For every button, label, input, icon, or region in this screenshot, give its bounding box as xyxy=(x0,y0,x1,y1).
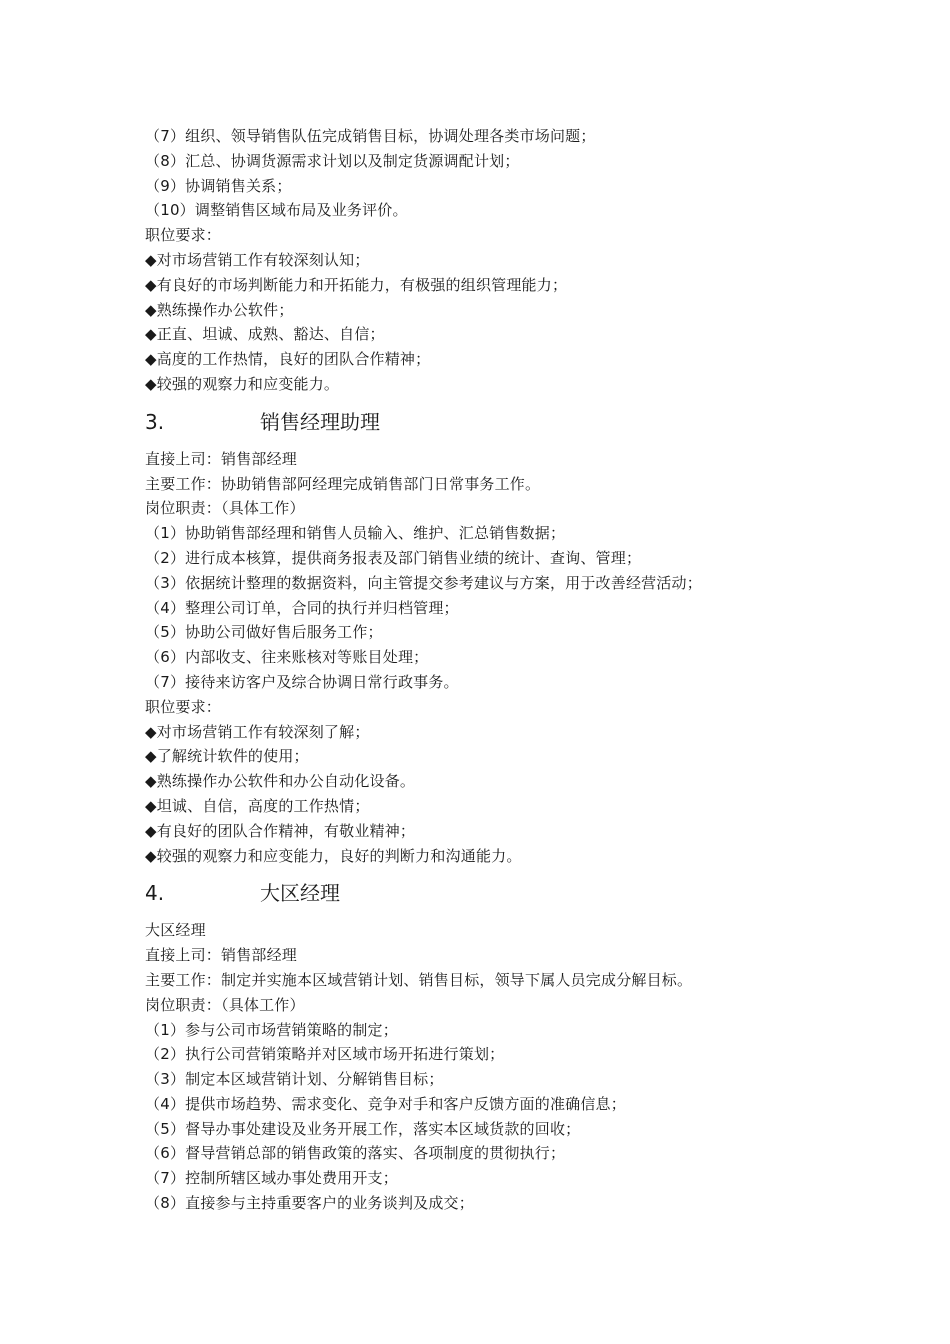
text-line: 职位要求： xyxy=(145,697,222,716)
text-line: 大区经理 xyxy=(145,921,206,940)
bullet-line: ◆有良好的市场判断能力和开拓能力，有极强的组织管理能力； xyxy=(145,275,568,294)
text-line: 职位要求： xyxy=(145,226,222,245)
bullet-line: ◆对市场营销工作有较深刻认知； xyxy=(145,250,370,269)
text-line: （5）协助公司做好售后服务工作； xyxy=(145,623,383,642)
section-3-heading xyxy=(145,397,935,447)
section-4-body xyxy=(145,918,935,1216)
bullet-line: ◆熟练操作办公软件； xyxy=(145,300,294,319)
text-line: （10）调整销售区域布局及业务评价。 xyxy=(145,201,408,220)
section-4-number: 4. xyxy=(145,881,165,906)
bullet-line: ◆正直、坦诚、成熟、豁达、自信； xyxy=(145,325,385,344)
text-line: （2）执行公司营销策略并对区域市场开拓进行策划； xyxy=(145,1045,505,1064)
text-line: （8）汇总、协调货源需求计划以及制定货源调配计划； xyxy=(145,151,520,170)
bullet-line: ◆较强的观察力和应变能力，良好的判断力和沟通能力。 xyxy=(145,846,522,865)
bullet-line: ◆坦诚、自信，高度的工作热情； xyxy=(145,796,370,815)
text-line: （3）制定本区域营销计划、分解销售目标； xyxy=(145,1070,444,1089)
text-line: （7）接待来访客户及综合协调日常行政事务。 xyxy=(145,672,459,691)
text-line: （8）直接参与主持重要客户的业务谈判及成交； xyxy=(145,1194,474,1213)
text-line: （4）整理公司订单，合同的执行并归档管理； xyxy=(145,598,459,617)
text-line: 直接上司：销售部经理 xyxy=(145,946,298,965)
section-4-title: 大区经理 xyxy=(260,881,340,906)
text-line: （7）组织、领导销售队伍完成销售目标，协调处理各类市场问题； xyxy=(145,127,596,145)
text-line: （5）督导办事处建设及业务开展工作，落实本区域货款的回收； xyxy=(145,1119,581,1138)
bullet-line: ◆对市场营销工作有较深刻了解； xyxy=(145,722,370,741)
text-line: 岗位职责：（具体工作） xyxy=(145,499,305,518)
block-1 xyxy=(145,124,935,397)
bullet-line: ◆有良好的团队合作精神，有敬业精神； xyxy=(145,821,416,840)
text-line: （7）控制所辖区域办事处费用开支； xyxy=(145,1169,398,1188)
text-line: （2）进行成本核算，提供商务报表及部门销售业绩的统计、查询、管理； xyxy=(145,548,642,567)
section-3-title: 销售经理助理 xyxy=(260,409,380,434)
text-line: （4）提供市场趋势、需求变化、竞争对手和客户反馈方面的准确信息； xyxy=(145,1094,626,1113)
text-line: （1）参与公司市场营销策略的制定； xyxy=(145,1020,398,1039)
text-line: 直接上司：销售部经理 xyxy=(145,449,298,468)
text-line: （3）依据统计整理的数据资料，向主管提交参考建议与方案，用于改善经营活动； xyxy=(145,573,702,592)
document-page xyxy=(145,124,935,1216)
text-line: 主要工作：协助销售部阿经理完成销售部门日常事务工作。 xyxy=(145,474,541,493)
text-line: 主要工作：制定并实施本区域营销计划、销售目标，领导下属人员完成分解目标。 xyxy=(145,970,693,989)
section-4-heading xyxy=(145,868,935,918)
bullet-line: ◆较强的观察力和应变能力。 xyxy=(145,374,340,393)
bullet-line: ◆高度的工作热情，良好的团队合作精神； xyxy=(145,350,431,369)
text-line: （1）协助销售部经理和销售人员输入、维护、汇总销售数据； xyxy=(145,524,566,543)
text-line: （6）内部收支、往来账核对等账目处理； xyxy=(145,648,429,667)
section-3-body xyxy=(145,447,935,869)
text-line: （9）协调销售关系； xyxy=(145,176,292,195)
text-line: （6）督导营销总部的销售政策的落实、各项制度的贯彻执行； xyxy=(145,1144,566,1163)
section-3-number: 3. xyxy=(145,409,165,434)
text-line: 岗位职责：（具体工作） xyxy=(145,995,305,1014)
bullet-line: ◆了解统计软件的使用； xyxy=(145,747,309,766)
bullet-line: ◆熟练操作办公软件和办公自动化设备。 xyxy=(145,772,416,791)
